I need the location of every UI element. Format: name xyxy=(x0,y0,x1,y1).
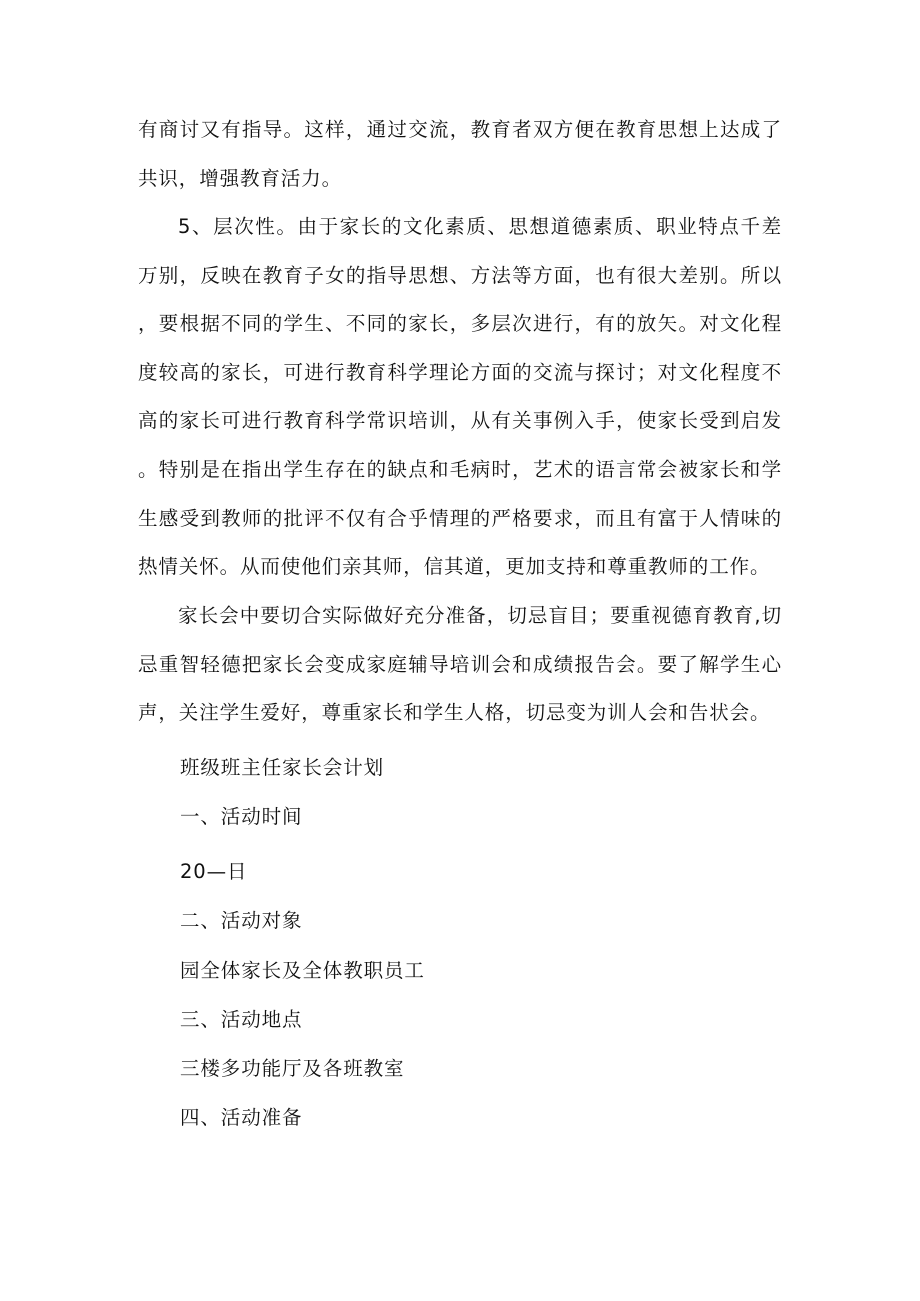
section-audience-content: 园全体家长及全体教职员工 xyxy=(180,959,425,982)
paragraph-meeting-advice: 家长会中要切合实际做好充分准备，切忌盲目；要重视德育教育,切忌重智轻德把家长会变成家庭辅导培训会和成绩报告会。要了解学生心声，关注学生爱好，尊重家长和学生人格，切忌变为训人会和告状会。 xyxy=(138,604,782,725)
paragraph-communication-summary: 有商讨又有指导。这样，通过交流，教育者双方便在教育思想上达成了共识，增强教育活力。 xyxy=(138,118,782,190)
plan-title: 班级班主任家长会计划 xyxy=(180,756,385,779)
section-audience-heading: 二、活动对象 xyxy=(180,909,303,932)
section-location-content: 三楼多功能厅及各班教室 xyxy=(180,1057,405,1080)
section-location-heading: 三、活动地点 xyxy=(180,1008,303,1031)
section-time-content: 20—日 xyxy=(180,860,248,883)
paragraph-layering: 5、层次性。由于家长的文化素质、思想道德素质、职业特点千差万别，反映在教育子女的指导思想、方法等方面，也有很大差别。所以，要根据不同的学生、不同的家长，多层次进行，有的放矢。对文化程度较高的家长，可进行教育科学理论方面的交流与探讨；对文化程度不高的家长可进行教育科学常识培训，从有关事例入手，使家长受到启发。特别是在指出学生存在的缺点和毛病时，艺术的语言常会被家长和学生感受到教师的批评不仅有合乎情理的严格要求，而且有富于人情味的热情关怀。从而使他们亲其师，信其道，更加支持和尊重教师的工作。 xyxy=(138,215,782,579)
section-time-heading: 一、活动时间 xyxy=(180,805,303,828)
section-preparation-heading: 四、活动准备 xyxy=(180,1106,303,1129)
